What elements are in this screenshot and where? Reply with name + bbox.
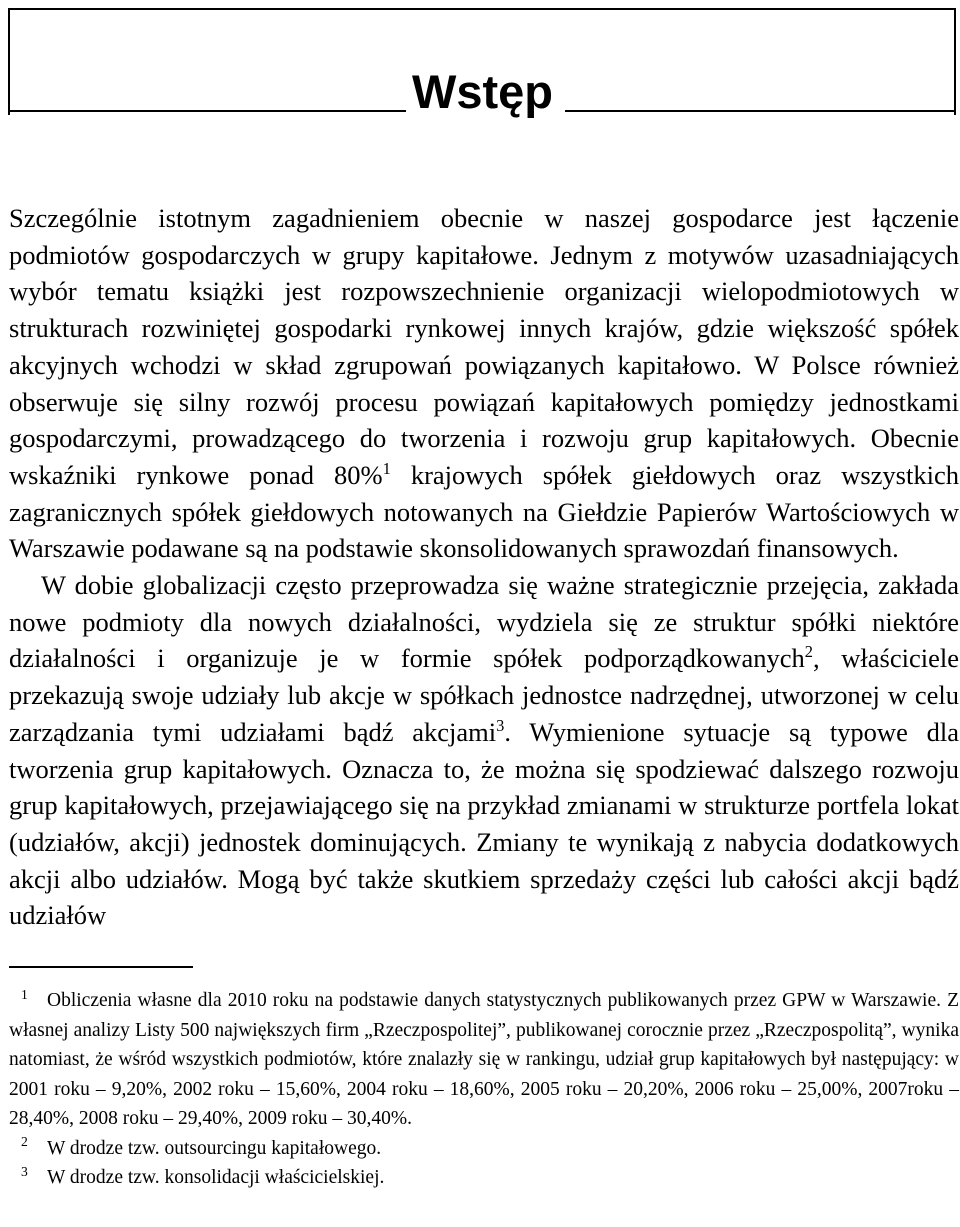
paragraph-2-text-c: . Wymienione sytuacje są typowe dla tworzenia grup kapitałowych. Oznacza to, że można się spodziewać dalszego rozwoju grup kapitałowych, przejawiającego się na przykład zmianami w strukturze portfela lokat (udziałów, akcji) jednostek dominujących. Zmiany te wynikają z nabycia dodatkowych akcji albo udziałów. Mogą być także skutkiem sprzedaży części lub całości akcji bądź udziałów [9,716,959,931]
footnote-text-2: W drodze tzw. outsourcingu kapitałowego. [47,1137,382,1159]
paragraph-1-text-a: Szczególnie istotnym zagadnieniem obecnie w naszej gospodarce jest łączenie podmiotów gospodarczych w grupy kapitałowe. Jednym z motywów uzasadniających wybór tematu książki jest rozpowszechnienie organizacji wielopodmiotowych w strukturach rozwiniętej gospodarki rynkowej innych krajów, gdzie większość spółek akcyjnych wchodzi w skład zgrupowań powiązanych kapitałowo. W Polsce również obserwuje się silny rozwój procesu powiązań kapitałowych pomiędzy jednostkami gospodarczymi, prowadzącego do tworzenia i rozwoju grup kapitałowych. Obecnie wskaźniki rynkowe ponad 80% [9,203,959,490]
paragraph-1 [9,200,959,567]
main-text [9,200,959,934]
footnote-text-1: Obliczenia własne dla 2010 roku na podstawie danych statystycznych publikowanych przez GPW w Warszawie. Z własnej analizy Listy 500 największych firm „Rzeczpospolitej”, publikowanej corocznie przez „Rzeczpospolitą”, wynika natomiast, że wśród wszystkich podmiotów, które znalazły się w rankingu, udział grup kapitałowych był następujący: w 2001 roku – 9,20%, 2002 roku – 15,60%, 2004 roku – 18,60%, 2005 roku – 20,20%, 2006 roku – 25,00%, 2007roku – 28,40%, 2008 roku – 29,40%, 2009 roku – 30,40%. [9,990,959,1129]
footnote-separator [9,966,193,968]
chapter-title: Wstęp [412,65,553,118]
footnotes [9,986,959,1193]
footnote-text-3: W drodze tzw. konsolidacji właścicielskiej. [47,1167,385,1188]
paragraph-1-text-b: krajowych spółek giełdowych oraz wszystkich zagranicznych spółek giełdowych notowanych na Giełdzie Papierów Wartościowych w Warszawie podawane są na podstawie skonsolidowanych sprawozdań finansowych. [9,459,959,564]
title-rule-left [8,110,406,112]
footnote-1: 1 Obliczenia własne dla 2010 roku na podstawie danych statystycznych publikowanych przez GPW w Warszawie. Z własnej analizy Listy 500 największych firm „Rzeczpospolitej”, publikowanej corocznie przez „Rzeczpospolitą”, wynika natomiast, że wśród wszystkich podmiotów, które znalazły się w rankingu, udział grup kapitałowych był następujący: w 2001 roku – 9,20%, 2002 roku – 15,60%, 2004 roku – 18,60%, 2005 roku – 20,20%, 2006 roku – 25,00%, 2007roku – 28,40%, 2008 roku – 29,40%, 2009 roku – 30,40%. [9,986,959,1129]
footnote-ref-3[interactable]: 3 [496,716,505,736]
chapter-title-row [8,60,956,120]
footnote-ref-1[interactable]: 1 [382,459,391,479]
paragraph-2 [9,567,959,934]
paragraph-2-text-b: , właściciele przekazują swoje udziały lub akcje w spółkach jednostce nadrzędnej, utworzonej w celu zarządzania tymi udziałami bądź akcjami [9,643,959,747]
footnote-ref-2[interactable]: 2 [804,642,813,662]
footnote-3: 3 W drodze tzw. konsolidacji właścicielskiej. [21,1163,385,1188]
footnote-2: 2 W drodze tzw. outsourcingu kapitałowego. [21,1134,382,1159]
paragraph-2-text-a: W dobie globalizacji często przeprowadza się ważne strategicznie przejęcia, zakłada nowe podmioty dla nowych działalności, wydziela się ze struktur spółki niektóre działalności i organizuje je w formie spółek podporządkowanych [9,570,959,674]
title-rule-right [565,110,956,112]
